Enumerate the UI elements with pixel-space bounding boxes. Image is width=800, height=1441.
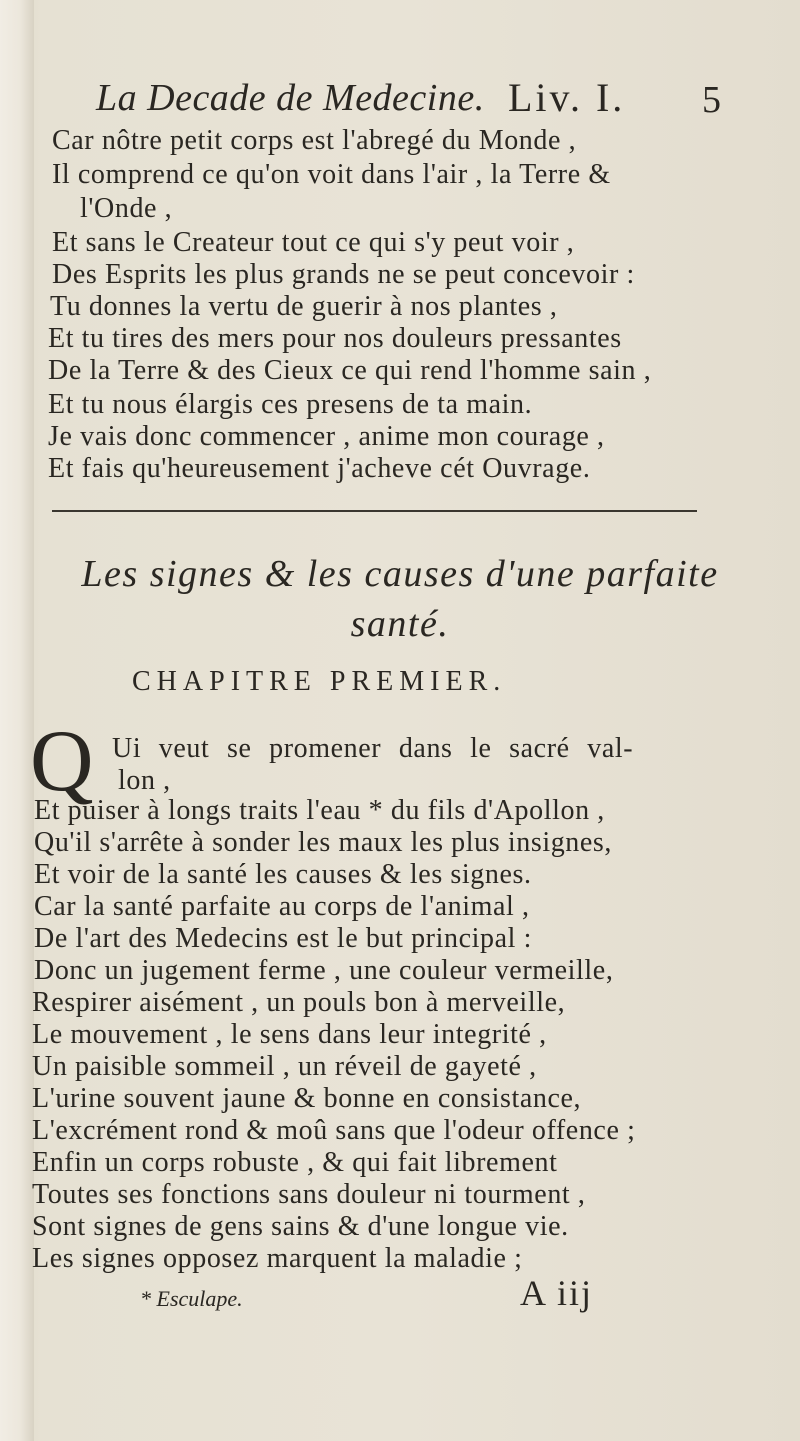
verse-line: Et tu tires des mers pour nos douleurs pressantes xyxy=(48,323,622,354)
verse-line: Des Esprits les plus grands ne se peut concevoir : xyxy=(52,259,635,290)
section-title-line1: Les signes & les causes d'une parfaite xyxy=(81,553,719,595)
verse-line: Je vais donc commencer , anime mon courage , xyxy=(48,421,605,452)
verse-line: Les signes opposez marquent la maladie ; xyxy=(32,1243,523,1274)
verse-line: Sont signes de gens sains & d'une longue vie. xyxy=(32,1211,569,1242)
footnote: * Esculape. xyxy=(140,1286,243,1311)
verse-line: Et voir de la santé les causes & les signes. xyxy=(34,859,532,890)
running-head-title: La Decade de Medecine. xyxy=(96,77,485,119)
verse-line: Enfin un corps robuste , & qui fait librement xyxy=(32,1147,558,1178)
running-head xyxy=(96,76,736,126)
verse-line: Un paisible sommeil , un réveil de gayeté , xyxy=(32,1051,537,1082)
verse-line: Et fais qu'heureusement j'acheve cét Ouvrage. xyxy=(48,453,591,484)
verse-line: Et sans le Createur tout ce qui s'y peut voir , xyxy=(52,227,575,258)
verse-line: De l'art des Medecins est le but principal : xyxy=(34,923,532,954)
verse-line: Le mouvement , le sens dans leur integrité , xyxy=(32,1019,547,1050)
verse-line: l'Onde , xyxy=(80,193,173,224)
verse-line: Et tu nous élargis ces presens de ta main. xyxy=(48,389,533,420)
verse-line: L'excrément rond & moû sans que l'odeur offence ; xyxy=(32,1115,636,1146)
chapter-heading: CHAPITRE PREMIER. xyxy=(132,666,507,697)
page-number: 5 xyxy=(702,79,721,121)
verse-line: Donc un jugement ferme , une couleur vermeille, xyxy=(34,955,614,986)
section-divider xyxy=(52,510,697,512)
verse-line: Car la santé parfaite au corps de l'animal , xyxy=(34,891,530,922)
verse-line: Toutes ses fonctions sans douleur ni tourment , xyxy=(32,1179,586,1210)
verse-line: De la Terre & des Cieux ce qui rend l'homme sain , xyxy=(48,355,652,386)
drop-cap: Q xyxy=(30,713,94,810)
verse-line: Respirer aisément , un pouls bon à merveille, xyxy=(32,987,566,1018)
verse-line: Il comprend ce qu'on voit dans l'air , la Terre & xyxy=(52,159,611,190)
verse-line: Ui veut se promener dans le sacré val- xyxy=(112,733,634,764)
verse-line: lon , xyxy=(118,765,171,796)
verse-line: Qu'il s'arrête à sonder les maux les plus insignes, xyxy=(34,827,613,858)
signature-mark: A iij xyxy=(520,1273,594,1313)
page-gutter xyxy=(0,0,34,1441)
verse-line: Et puiser à longs traits l'eau * du fils d'Apollon , xyxy=(34,795,605,826)
verse-line: L'urine souvent jaune & bonne en consistance, xyxy=(32,1083,582,1114)
verse-line: Car nôtre petit corps est l'abregé du Monde , xyxy=(52,125,577,156)
section-title-line2: santé. xyxy=(350,603,450,645)
running-head-book: Liv. I. xyxy=(508,75,626,120)
verse-line: Tu donnes la vertu de guerir à nos plantes , xyxy=(50,291,558,322)
